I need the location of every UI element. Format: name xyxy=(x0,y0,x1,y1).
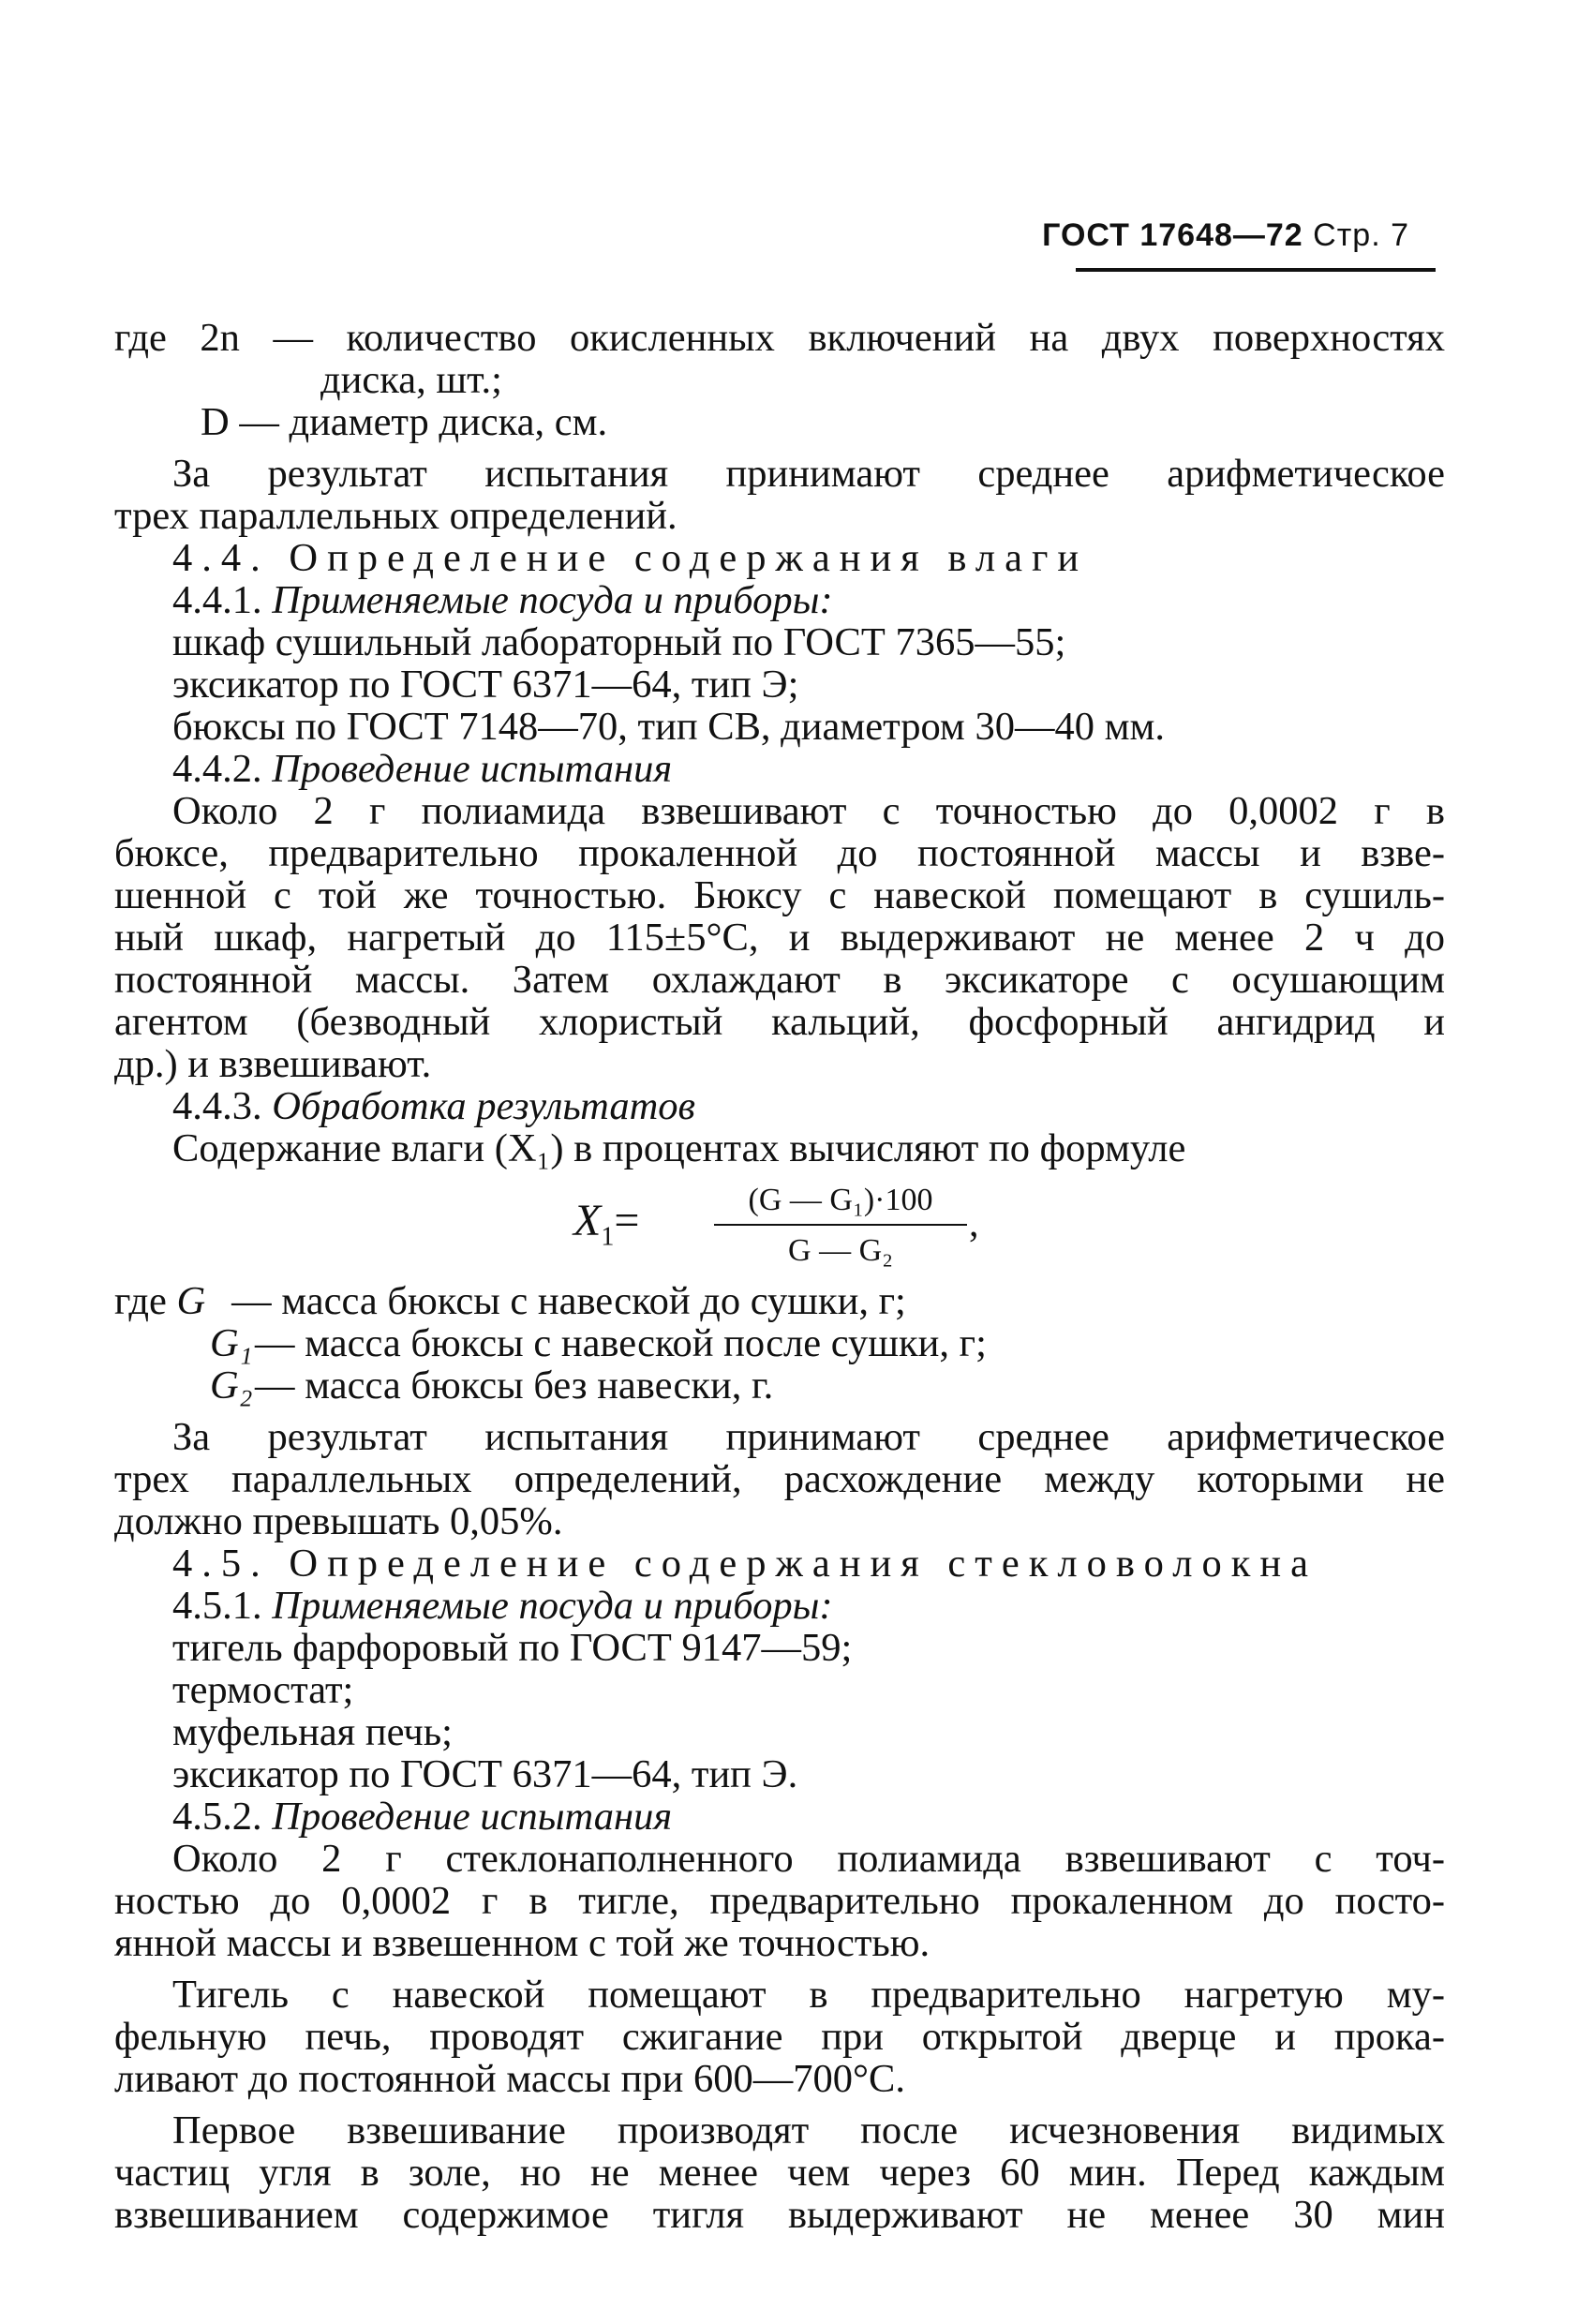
subsection-heading xyxy=(114,579,1445,621)
text-line: должно превышать 0,05%. xyxy=(114,1499,563,1543)
text-line: др.) и взвешивают. xyxy=(114,1042,432,1086)
section-heading-4-5: 4.5. Определение содержания стекловолокна xyxy=(172,1542,1318,1586)
page-header xyxy=(1042,217,1409,254)
text-line: где 2n — количество окисленных включений на двух поверхностях xyxy=(114,316,1445,360)
subsection-heading xyxy=(114,1795,1445,1838)
text-line: ливают до постоянной массы при 600—700°С. xyxy=(114,2057,905,2101)
text-line: Тигель с навеской помещают в предварительно нагретую му- xyxy=(172,1973,1445,2017)
text-line: эксикатор по ГОСТ 6371—64, тип Э; xyxy=(172,663,799,707)
text-line: ный шкаф, нагретый до 115±5°С, и выдерживают не менее 2 ч до xyxy=(114,916,1445,960)
variable-definition: где G — масса бюксы с навеской до сушки, г; xyxy=(114,1279,906,1323)
subsection-title: Проведение испытания xyxy=(272,747,673,791)
text-line: шкаф сушильный лабораторный по ГОСТ 7365—55; xyxy=(172,620,1066,664)
subsection-number: 4.4.1. xyxy=(172,578,262,622)
subsection-number: 4.4.3. xyxy=(172,1084,262,1128)
text-line: бюксы по ГОСТ 7148—70, тип СВ, диаметром 30—40 мм. xyxy=(172,705,1165,749)
text-line: Около 2 г полиамида взвешивают с точностью до 0,0002 г в xyxy=(172,789,1445,833)
section-heading-4-4: 4.4. Определение содержания влаги xyxy=(172,536,1089,580)
text-line: Содержание влаги (X₁) в процентах вычисляют по формуле xyxy=(172,1126,1186,1170)
text-line: янной массы и взвешенном с той же точностью. xyxy=(114,1921,930,1965)
variable-symbol: G xyxy=(176,1279,206,1323)
text-line: диска, шт.; xyxy=(320,358,502,402)
text-line: ностью до 0,0002 г в тигле, предварительно прокаленном до посто- xyxy=(114,1879,1445,1923)
text-line: постоянной массы. Затем охлаждают в эксикаторе с осушающим xyxy=(114,958,1445,1002)
subsection-number: 4.5.1. xyxy=(172,1584,262,1628)
moisture-formula xyxy=(114,1175,1445,1280)
text-line: трех параллельных определений. xyxy=(114,494,677,538)
subsection-title: Применяемые посуда и приборы: xyxy=(272,1584,833,1628)
subsection-heading xyxy=(114,748,1445,790)
standard-number: ГОСТ 17648—72 xyxy=(1042,217,1303,253)
text-line: трех параллельных определений, расхождение между которыми не xyxy=(114,1457,1445,1501)
formula-denominator: G — G₂ xyxy=(788,1233,893,1268)
text-line: частиц угля в золе, но не менее чем через 60 мин. Перед каждым xyxy=(114,2151,1445,2195)
text-line: агентом (безводный хлористый кальций, фосфорный ангидрид и xyxy=(114,1000,1445,1044)
formula-comma: , xyxy=(969,1202,979,1245)
text-line: Около 2 г стеклонаполненного полиамида взвешивают с точ- xyxy=(172,1837,1445,1881)
text-line: взвешиванием содержимое тигля выдерживают не менее 30 мин xyxy=(114,2193,1445,2237)
header-rule xyxy=(1076,268,1436,272)
text-line: эксикатор по ГОСТ 6371—64, тип Э. xyxy=(172,1752,798,1796)
subsection-title: Проведение испытания xyxy=(272,1795,673,1839)
text-line: За результат испытания принимают среднее арифметическое xyxy=(172,1415,1445,1459)
formula-lhs: $X_1=$ xyxy=(573,1196,640,1252)
subsection-heading xyxy=(114,1085,1445,1127)
text-line: муфельная печь; xyxy=(172,1710,453,1754)
formula-numerator: (G — G₁)·100 xyxy=(748,1183,933,1217)
text-line: бюксе, предварительно прокаленной до постоянной массы и взве- xyxy=(114,831,1445,875)
subsection-heading xyxy=(114,1585,1445,1627)
page-number: Стр. 7 xyxy=(1313,217,1409,253)
variable-symbol: G₂ xyxy=(210,1363,253,1408)
subsection-title: Обработка результатов xyxy=(272,1084,695,1128)
text-line: фельную печь, проводят сжигание при открытой дверце и прока- xyxy=(114,2015,1445,2059)
text-line: Первое взвешивание производят после исчезновения видимых xyxy=(172,2108,1445,2153)
subsection-number: 4.5.2. xyxy=(172,1795,262,1839)
text-line: За результат испытания принимают среднее арифметическое xyxy=(172,452,1445,496)
variable-symbol: G₁ xyxy=(210,1321,253,1365)
fraction-bar xyxy=(714,1224,967,1226)
subsection-number: 4.4.2. xyxy=(172,747,262,791)
text-line: тигель фарфоровый по ГОСТ 9147—59; xyxy=(172,1626,853,1670)
subsection-title: Применяемые посуда и приборы: xyxy=(272,578,833,622)
text-line: термостат; xyxy=(172,1668,354,1712)
text-line: D — диаметр диска, см. xyxy=(201,400,608,444)
text-line: шенной с той же точностью. Бюксу с навеской помещают в сушиль- xyxy=(114,873,1445,917)
variable-definition: G₂— масса бюксы без навески, г. xyxy=(210,1363,774,1408)
variable-definition: G₁— масса бюксы с навеской после сушки, г; xyxy=(210,1321,987,1365)
document-body xyxy=(114,317,1445,2236)
